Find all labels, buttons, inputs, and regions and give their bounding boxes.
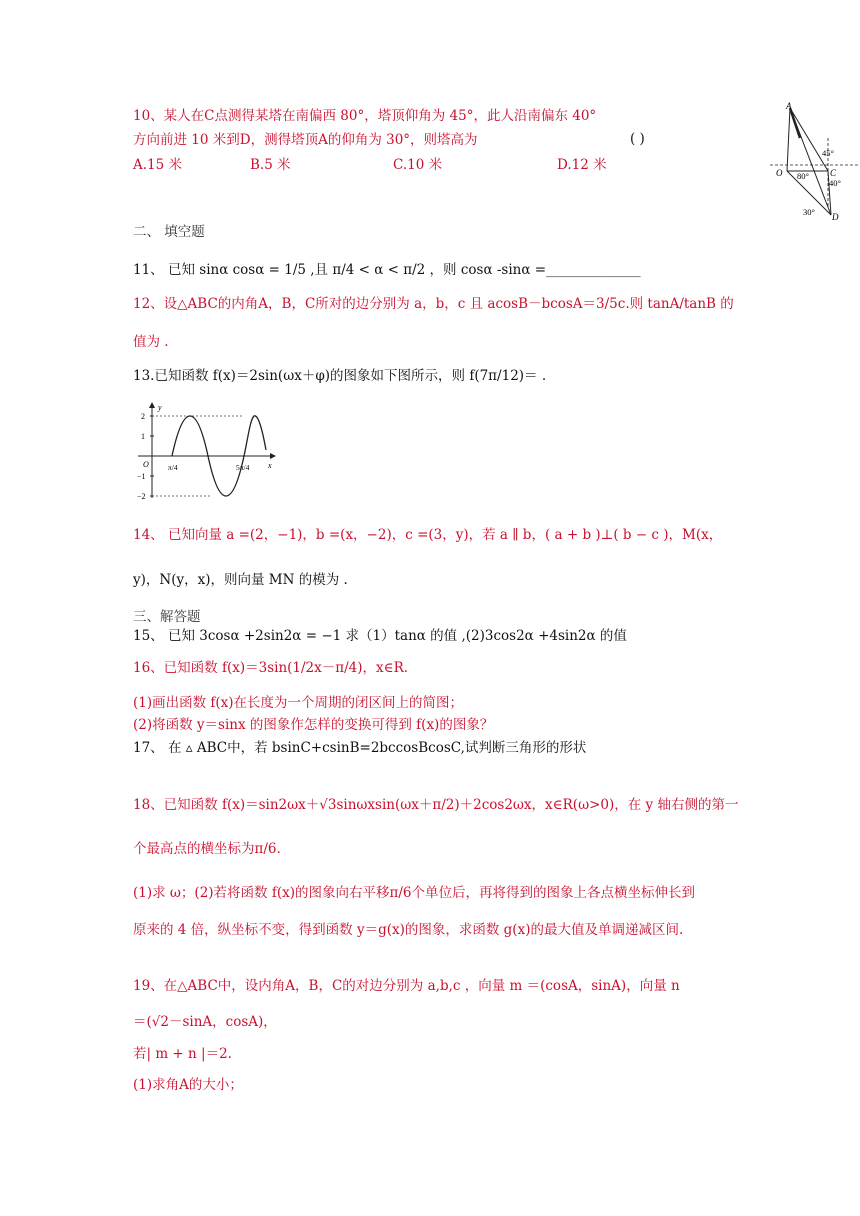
q18-line3: (1)求 ω；(2)若将函数 f(x)的图象向右平移π/6个单位后，再将得到的图象上各点横坐标伸长到 bbox=[133, 885, 695, 901]
q16: 16、已知函数 f(x)＝3sin(1/2x－π/4)，x∈R. bbox=[133, 660, 409, 676]
q10-option-a: A.15 米 bbox=[133, 157, 183, 173]
q10-line1: 10、某人在C点测得某塔在南偏西 80°，塔顶仰角为 45°，此人沿南偏东 40° bbox=[133, 108, 597, 124]
fig-label-c: C bbox=[830, 168, 837, 178]
q10-option-c: C.10 米 bbox=[393, 157, 443, 173]
q19-line1: 19、在△ABC中，设内角A，B，C的对边分别为 a,b,c ，向量 m ＝(cosA，sinA)，向量 n bbox=[133, 978, 680, 994]
q10-answer-paren: ( ) bbox=[630, 131, 645, 147]
q13: 13.已知函数 f(x)＝2sin(ωx＋φ)的图象如下图所示，则 f(7π/12)＝ . bbox=[133, 368, 547, 384]
q14-line2: y)，N(y，x)，则向量 MN 的模为 . bbox=[133, 572, 348, 588]
q14-line1: 14、 已知向量 a =(2，−1)，b =(x，−2)，c =(3，y)，若 a ∥ b，( a + b )⊥( b − c )，M(x， bbox=[133, 527, 723, 543]
section-solution: 三、解答题 bbox=[133, 609, 201, 625]
q18-line4: 原来的 4 倍，纵坐标不变，得到函数 y＝g(x)的图象，求函数 g(x)的最大值及单调递减区间. bbox=[133, 922, 684, 938]
fig-label-a: A bbox=[786, 101, 792, 111]
q12-line2: 值为 . bbox=[133, 334, 169, 350]
q12-line1: 12、设△ABC的内角A，B，C所对的边分别为 a，b，c 且 acosB－bcosA＝3/5c.则 tanA/tanB 的 bbox=[133, 296, 734, 312]
q15: 15、 已知 3cosα +2sin2α = −1 求（1）tanα 的值 ,(2)3cos2α +4sin2α 的值 bbox=[133, 628, 627, 644]
graph-tick-1: 1 bbox=[141, 432, 145, 441]
q11: 11、 已知 sinα cosα = 1/5 ,且 π/4 < α < π/2 ，则 cosα -sinα =______________ bbox=[133, 262, 641, 278]
q17: 17、 在 ▵ ABC中，若 bsinC+csinB=2bccosBcosC,试判断三角形的形状 bbox=[133, 740, 587, 756]
q18-line1: 18、已知函数 f(x)＝sin2ωx＋√3sinωxsin(ωx＋π/2)＋2cos2ωx，x∈R(ω>0)，在 y 轴右侧的第一 bbox=[133, 797, 739, 813]
graph-tick-neg1: −1 bbox=[137, 472, 146, 481]
graph-tick-2: 2 bbox=[141, 412, 145, 421]
q16-part2: (2)将函数 y＝sinx 的图象作怎样的变换可得到 f(x)的图象？ bbox=[133, 717, 494, 733]
q19-part1: (1)求角A的大小； bbox=[133, 1077, 243, 1093]
fig-label-d: D bbox=[832, 212, 839, 222]
graph-y-label: y bbox=[158, 403, 162, 412]
fig-angle-30: 30° bbox=[803, 207, 815, 217]
graph-x-5pi4: 5π/4 bbox=[236, 463, 250, 472]
fig-label-o: O bbox=[776, 168, 783, 178]
q10-option-b: B.5 米 bbox=[250, 157, 291, 173]
q18-line2: 个最高点的横坐标为π/6. bbox=[133, 841, 281, 857]
graph-origin-label: O bbox=[143, 460, 149, 469]
q10-line2: 方向前进 10 米到D，测得塔顶A的仰角为 30°，则塔高为 bbox=[133, 132, 478, 148]
q13-sine-graph bbox=[138, 398, 283, 500]
q19-line3: 若| m + n |＝2. bbox=[133, 1046, 232, 1062]
graph-x-label: x bbox=[268, 461, 272, 470]
graph-x-pi4: π/4 bbox=[168, 463, 178, 472]
q10-tower-figure bbox=[762, 98, 860, 222]
q16-part1: (1)画出函数 f(x)在长度为一个周期的闭区间上的简图； bbox=[133, 695, 464, 711]
q10-option-d: D.12 米 bbox=[557, 157, 607, 173]
section-fill-in-blank: 二、 填空题 bbox=[133, 224, 205, 240]
fig-angle-45: 45° bbox=[822, 148, 834, 158]
graph-tick-neg2: −2 bbox=[137, 492, 146, 501]
fig-angle-40: 40° bbox=[829, 178, 841, 188]
fig-angle-80: 80° bbox=[797, 171, 809, 181]
q19-line2: ＝(√2－sinA，cosA)， bbox=[133, 1014, 277, 1030]
